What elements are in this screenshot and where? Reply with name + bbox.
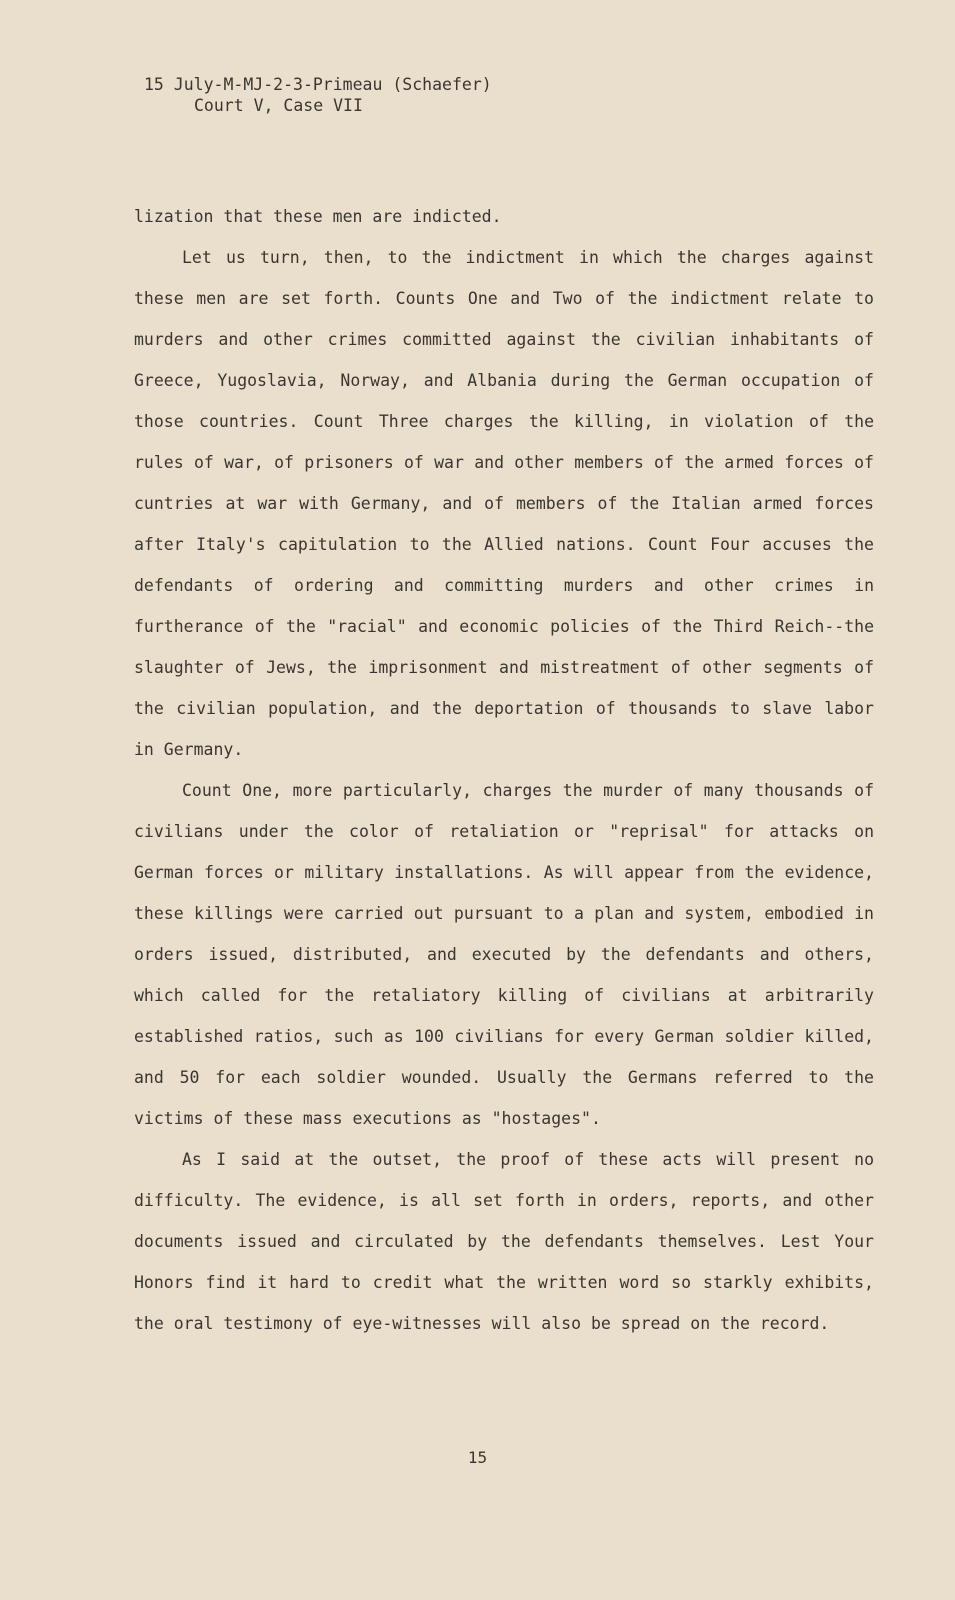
paragraph-continuation: lization that these men are indicted. xyxy=(134,207,502,226)
header-date-reference: 15 July-M-MJ-2-3-Primeau (Schaefer) xyxy=(144,75,492,94)
page-number: 15 xyxy=(467,1448,488,1467)
paragraph-proof: As I said at the outset, the proof of these acts will present no difficulty. The evidence, is all set forth in orders, reports, and other documents issued and circulated by the defendants themselves. Lest Your Honors find it hard to credit what the written word so starkly exhibits, the oral testimony of eye-witnesses will also be spread on the record. xyxy=(134,1150,874,1333)
document-body xyxy=(134,196,874,1344)
paragraph-count-one: Count One, more particularly, charges the murder of many thousands of civilians under the color of retaliation or "reprisal" for attacks on German forces or military installations. As will appear from the evidence, these killings were carried out pursuant to a plan and system, embodied in orders issued, distributed, and executed by the defendants and others, which called for the retaliatory killing of civilians at arbitrarily established ratios, such as 100 civilians for every German soldier killed, and 50 for each soldier wounded. Usually the Germans referred to the victims of these mass executions as "hostages". xyxy=(134,781,874,1128)
page-header xyxy=(144,74,492,116)
header-court-case: Court V, Case VII xyxy=(194,96,363,115)
paragraph-indictment-counts: Let us turn, then, to the indictment in which the charges against these men are set forth. Counts One and Two of the indictment relate to murders and other crimes committed against the civilian inhabitants of Greece, Yugoslavia, Norway, and Albania during the German occupation of those countries. Count Three charges the killing, in violation of the rules of war, of prisoners of war and other members of the armed forces of cuntries at war with Germany, and of members of the Italian armed forces after Italy's capitulation to the Allied nations. Count Four accuses the defendants of ordering and committing murders and other crimes in furtherance of the "racial" and economic policies of the Third Reich--the slaughter of Jews, the imprisonment and mistreatment of other segments of the civilian population, and the deportation of thousands to slave labor in Germany. xyxy=(134,248,874,759)
